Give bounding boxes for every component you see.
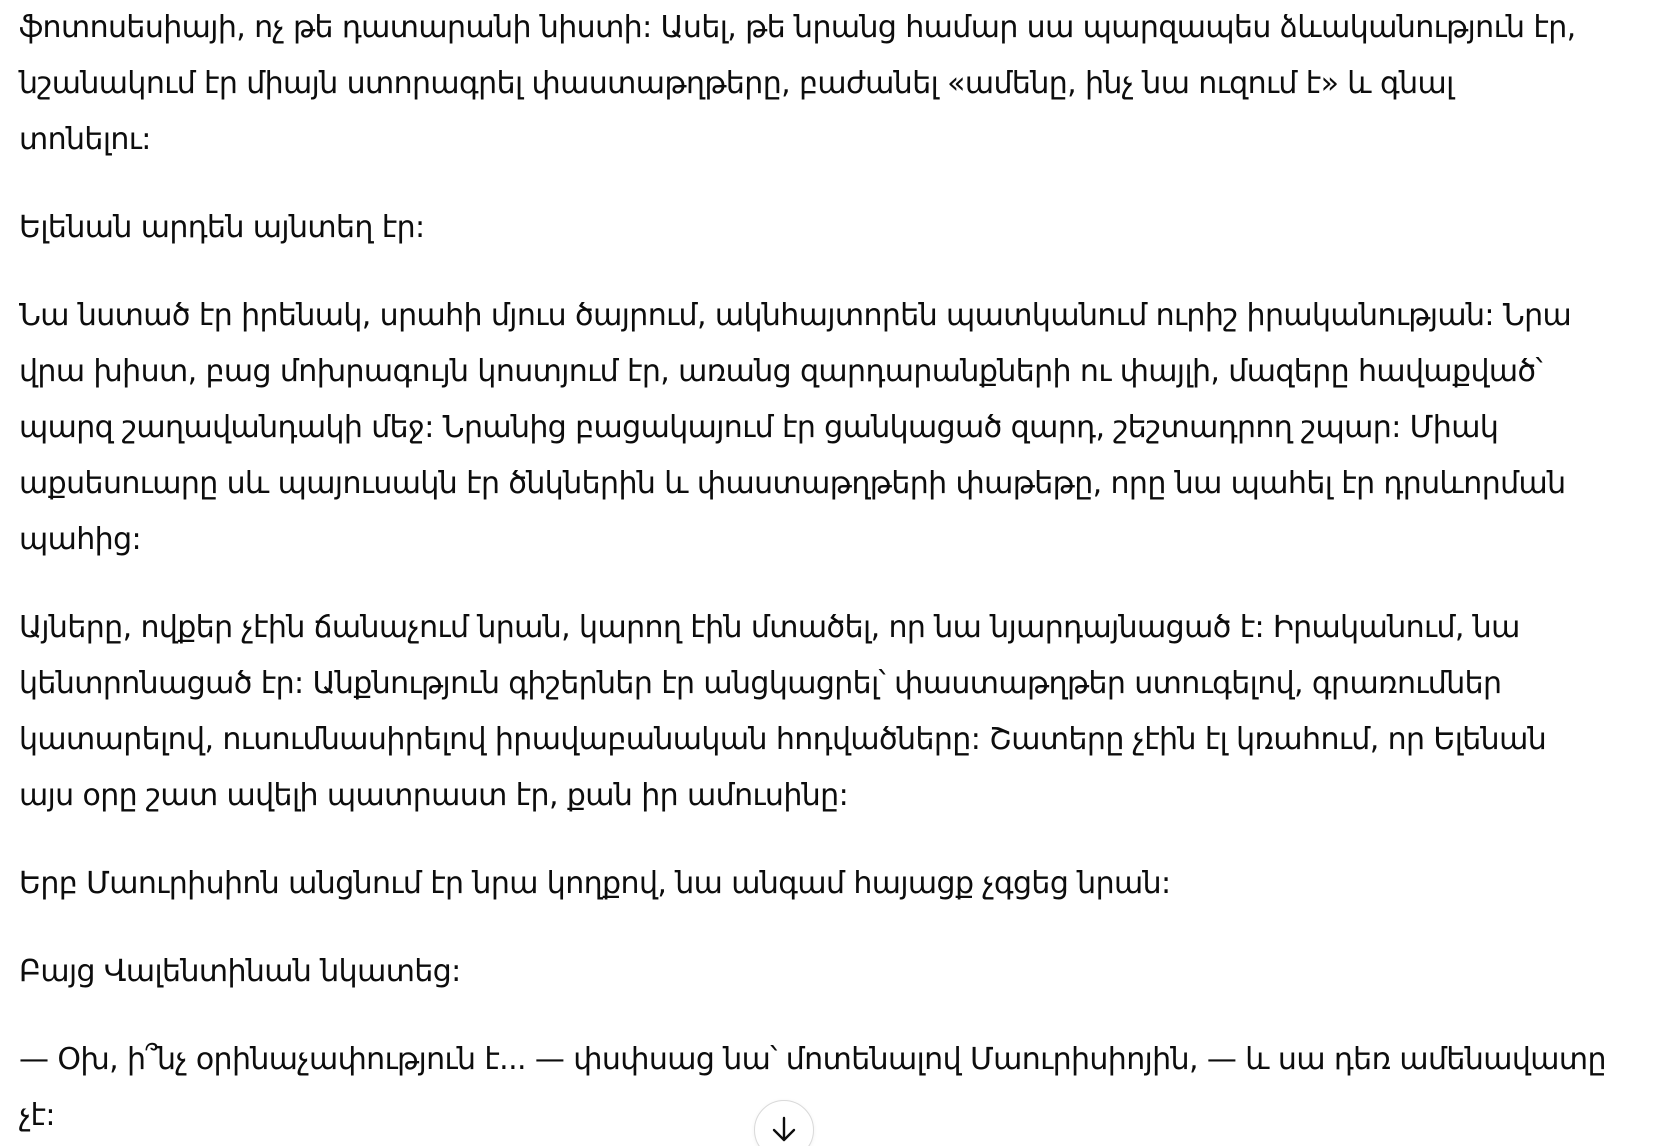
text-line: տոնելու:: [19, 122, 151, 157]
paragraph-4: [19, 600, 1619, 824]
text-line: նշանակում էր միայն ստորագրել փաստաթղթերը, բաժանել «ամենը, ինչ նա ուզում է» և գնալ: [19, 66, 1454, 101]
paragraph-7: [19, 1032, 1619, 1144]
text-line: կատարելով, ուսումնասիրելով իրավաբանական հոդվածները: Շատերը չէին էլ կռահում, որ Ելենան: [19, 722, 1547, 757]
paragraph-1: [19, 0, 1619, 168]
paragraph-3: [19, 288, 1619, 568]
text-line: վրա խիստ, բաց մոխրագույն կոստյում էր, առանց զարդարանքների ու փայլի, մազերը հավաքված՝: [19, 354, 1543, 389]
text-line: կենտրոնացած էր: Անքնություն գիշերներ էր անցկացրել՝ փաստաթղթեր ստուգելով, գրառումներ: [19, 666, 1502, 701]
text-line: Այները, ովքեր չէին ճանաչում նրան, կարող էին մտածել, որ նա նյարդայնացած է: Իրականում, նա: [19, 610, 1520, 645]
arrow-down-icon: [769, 1115, 799, 1145]
text-line: չէ:: [19, 1098, 55, 1133]
text-line: պահից:: [19, 522, 141, 557]
text-line: պարզ շաղավանդակի մեջ: Նրանից բացակայում էր ցանկացած զարդ, շեշտադրող շպար: Միակ: [19, 410, 1499, 445]
text-line: Նա նստած էր իրենակ, սրահի մյուս ծայրում, ակնհայտորեն պատկանում ուրիշ իրականության: Նրա: [19, 298, 1572, 333]
text-line: Բայց Վալենտինան նկատեց:: [19, 954, 461, 989]
paragraph-5: [19, 856, 1619, 912]
text-line: Ելենան արդեն այնտեղ էր:: [19, 210, 425, 245]
paragraph-6: [19, 944, 1619, 1000]
text-line: Երբ Մաուրիսիոն անցնում էր նրա կողքով, նա անգամ հայացք չգցեց նրան:: [19, 866, 1171, 901]
text-line: ֆոտոսեսիայի, ոչ թե դատարանի նիստի: Ասել, թե նրանց համար սա պարզապես ձևականություն էր,: [19, 10, 1576, 45]
text-line: աքսեսուարը սև պայուսակն էր ծնկներին և փաստաթղթերի փաթեթը, որը նա պահել էր դրսևորման: [19, 466, 1566, 501]
text-line: այս օրը շատ ավելի պատրաստ էր, քան իր ամուսինը:: [19, 778, 849, 813]
message-content: [19, 0, 1619, 1144]
paragraph-2: [19, 200, 1619, 256]
text-line: — Օխ, ի՞նչ օրինաչափություն է... — փսփսաց նա՝ մոտենալով Մաուրիսիոյին, — և սա դեռ ամենավատը: [19, 1042, 1606, 1077]
